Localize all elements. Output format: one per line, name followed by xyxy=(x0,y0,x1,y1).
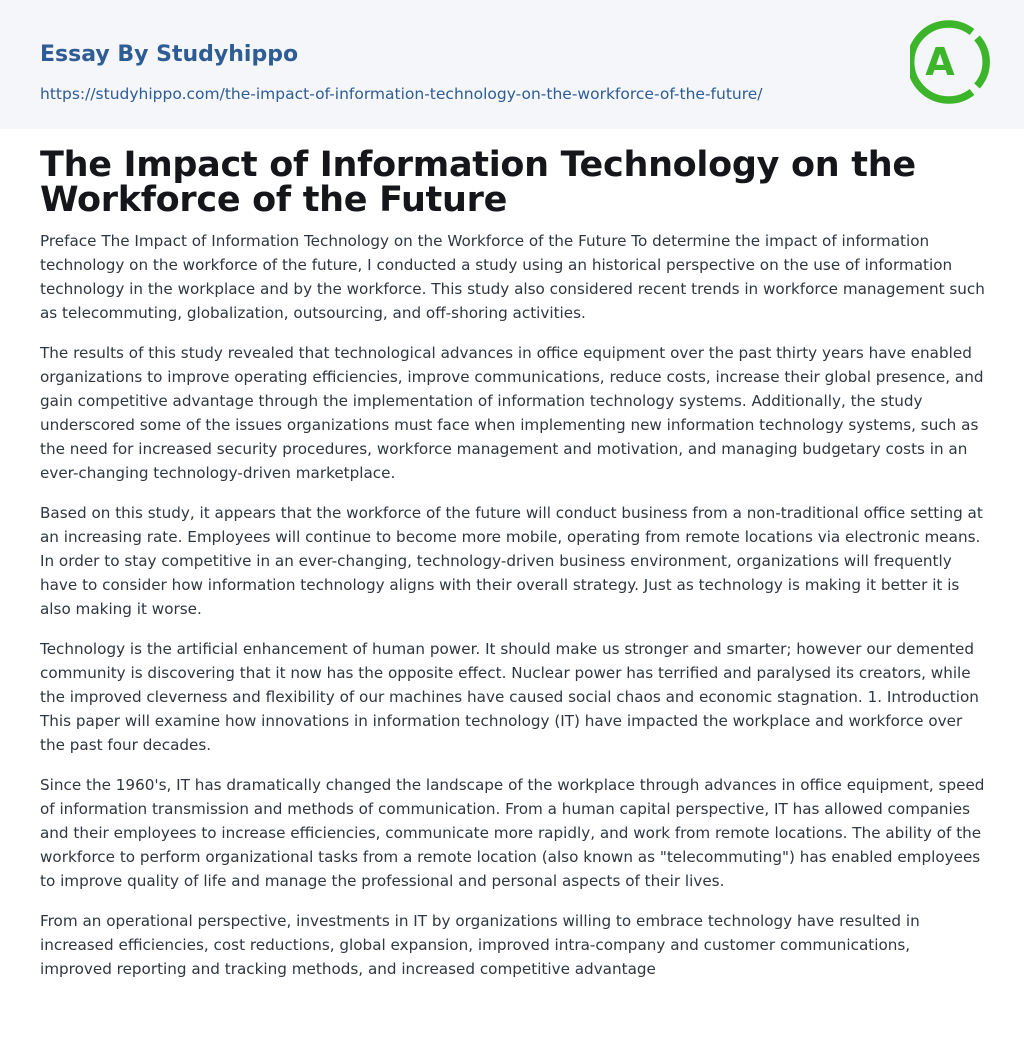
brand-title[interactable]: Essay By Studyhippo xyxy=(40,42,299,67)
studyhippo-logo-icon[interactable] xyxy=(910,18,990,106)
essay-paragraph: The results of this study revealed that technological advances in office equipment over the past thirty years have enabled organizations to improve operating efficiencies, improve communications, reduce costs, increase their global presence, and gain competitive advantage through the implementation of information technology systems. Additionally, the study underscored some of the issues organizations must face when implementing new information technology systems, such as the need for increased security procedures, workforce management and motivation, and managing budgetary costs in an ever-changing technology-driven marketplace. xyxy=(40,344,984,482)
essay-body xyxy=(40,229,985,997)
logo-letter: A xyxy=(925,40,955,84)
essay-paragraph: Based on this study, it appears that the workforce of the future will conduct business from a non-traditional office setting at an increasing rate. Employees will continue to become more mobile, operating from remote locations via electronic means. In order to stay competitive in an ever-changing, technology-driven business environment, organizations will frequently have to consider how information technology aligns with their overall strategy. Just as technology is making it better it is also making it worse. xyxy=(40,504,983,618)
source-url-link[interactable]: https://studyhippo.com/the-impact-of-information-technology-on-the-workforce-of-the-future/ xyxy=(40,85,763,103)
logo-arc-right xyxy=(977,38,986,86)
essay-title: The Impact of Information Technology on the Workforce of the Future xyxy=(40,145,916,220)
essay-paragraph: From an operational perspective, investments in IT by organizations willing to embrace technology have resulted in increased efficiencies, cost reductions, global expansion, improved intra-company and customer communications, improved reporting and tracking methods, and increased competitive advantage xyxy=(40,912,920,978)
site-header xyxy=(0,0,1024,129)
essay-paragraph: Preface The Impact of Information Technology on the Workforce of the Future To determine the impact of information technology on the workforce of the future, I conducted a study using an historical perspective on the use of information technology in the workplace and by the workforce. This study also considered recent trends in workforce management such as telecommuting, globalization, outsourcing, and off-shoring activities. xyxy=(40,232,985,322)
essay-paragraph: Technology is the artificial enhancement of human power. It should make us stronger and smarter; however our demented community is discovering that it now has the opposite effect. Nuclear power has terrified and paralysed its creators, while the improved cleverness and flexibility of our machines have caused social chaos and economic stagnation. 1. Introduction This paper will examine how innovations in information technology (IT) have impacted the workplace and workforce over the past four decades. xyxy=(40,640,979,754)
essay-paragraph: Since the 1960's, IT has dramatically changed the landscape of the workplace through advances in office equipment, speed of information transmission and methods of communication. From a human capital perspective, IT has allowed companies and their employees to increase efficiencies, communicate more rapidly, and work from remote locations. The ability of the workforce to perform organizational tasks from a remote location (also known as "telecommuting") has enabled employees to improve quality of life and manage the professional and personal aspects of their lives. xyxy=(40,776,985,890)
